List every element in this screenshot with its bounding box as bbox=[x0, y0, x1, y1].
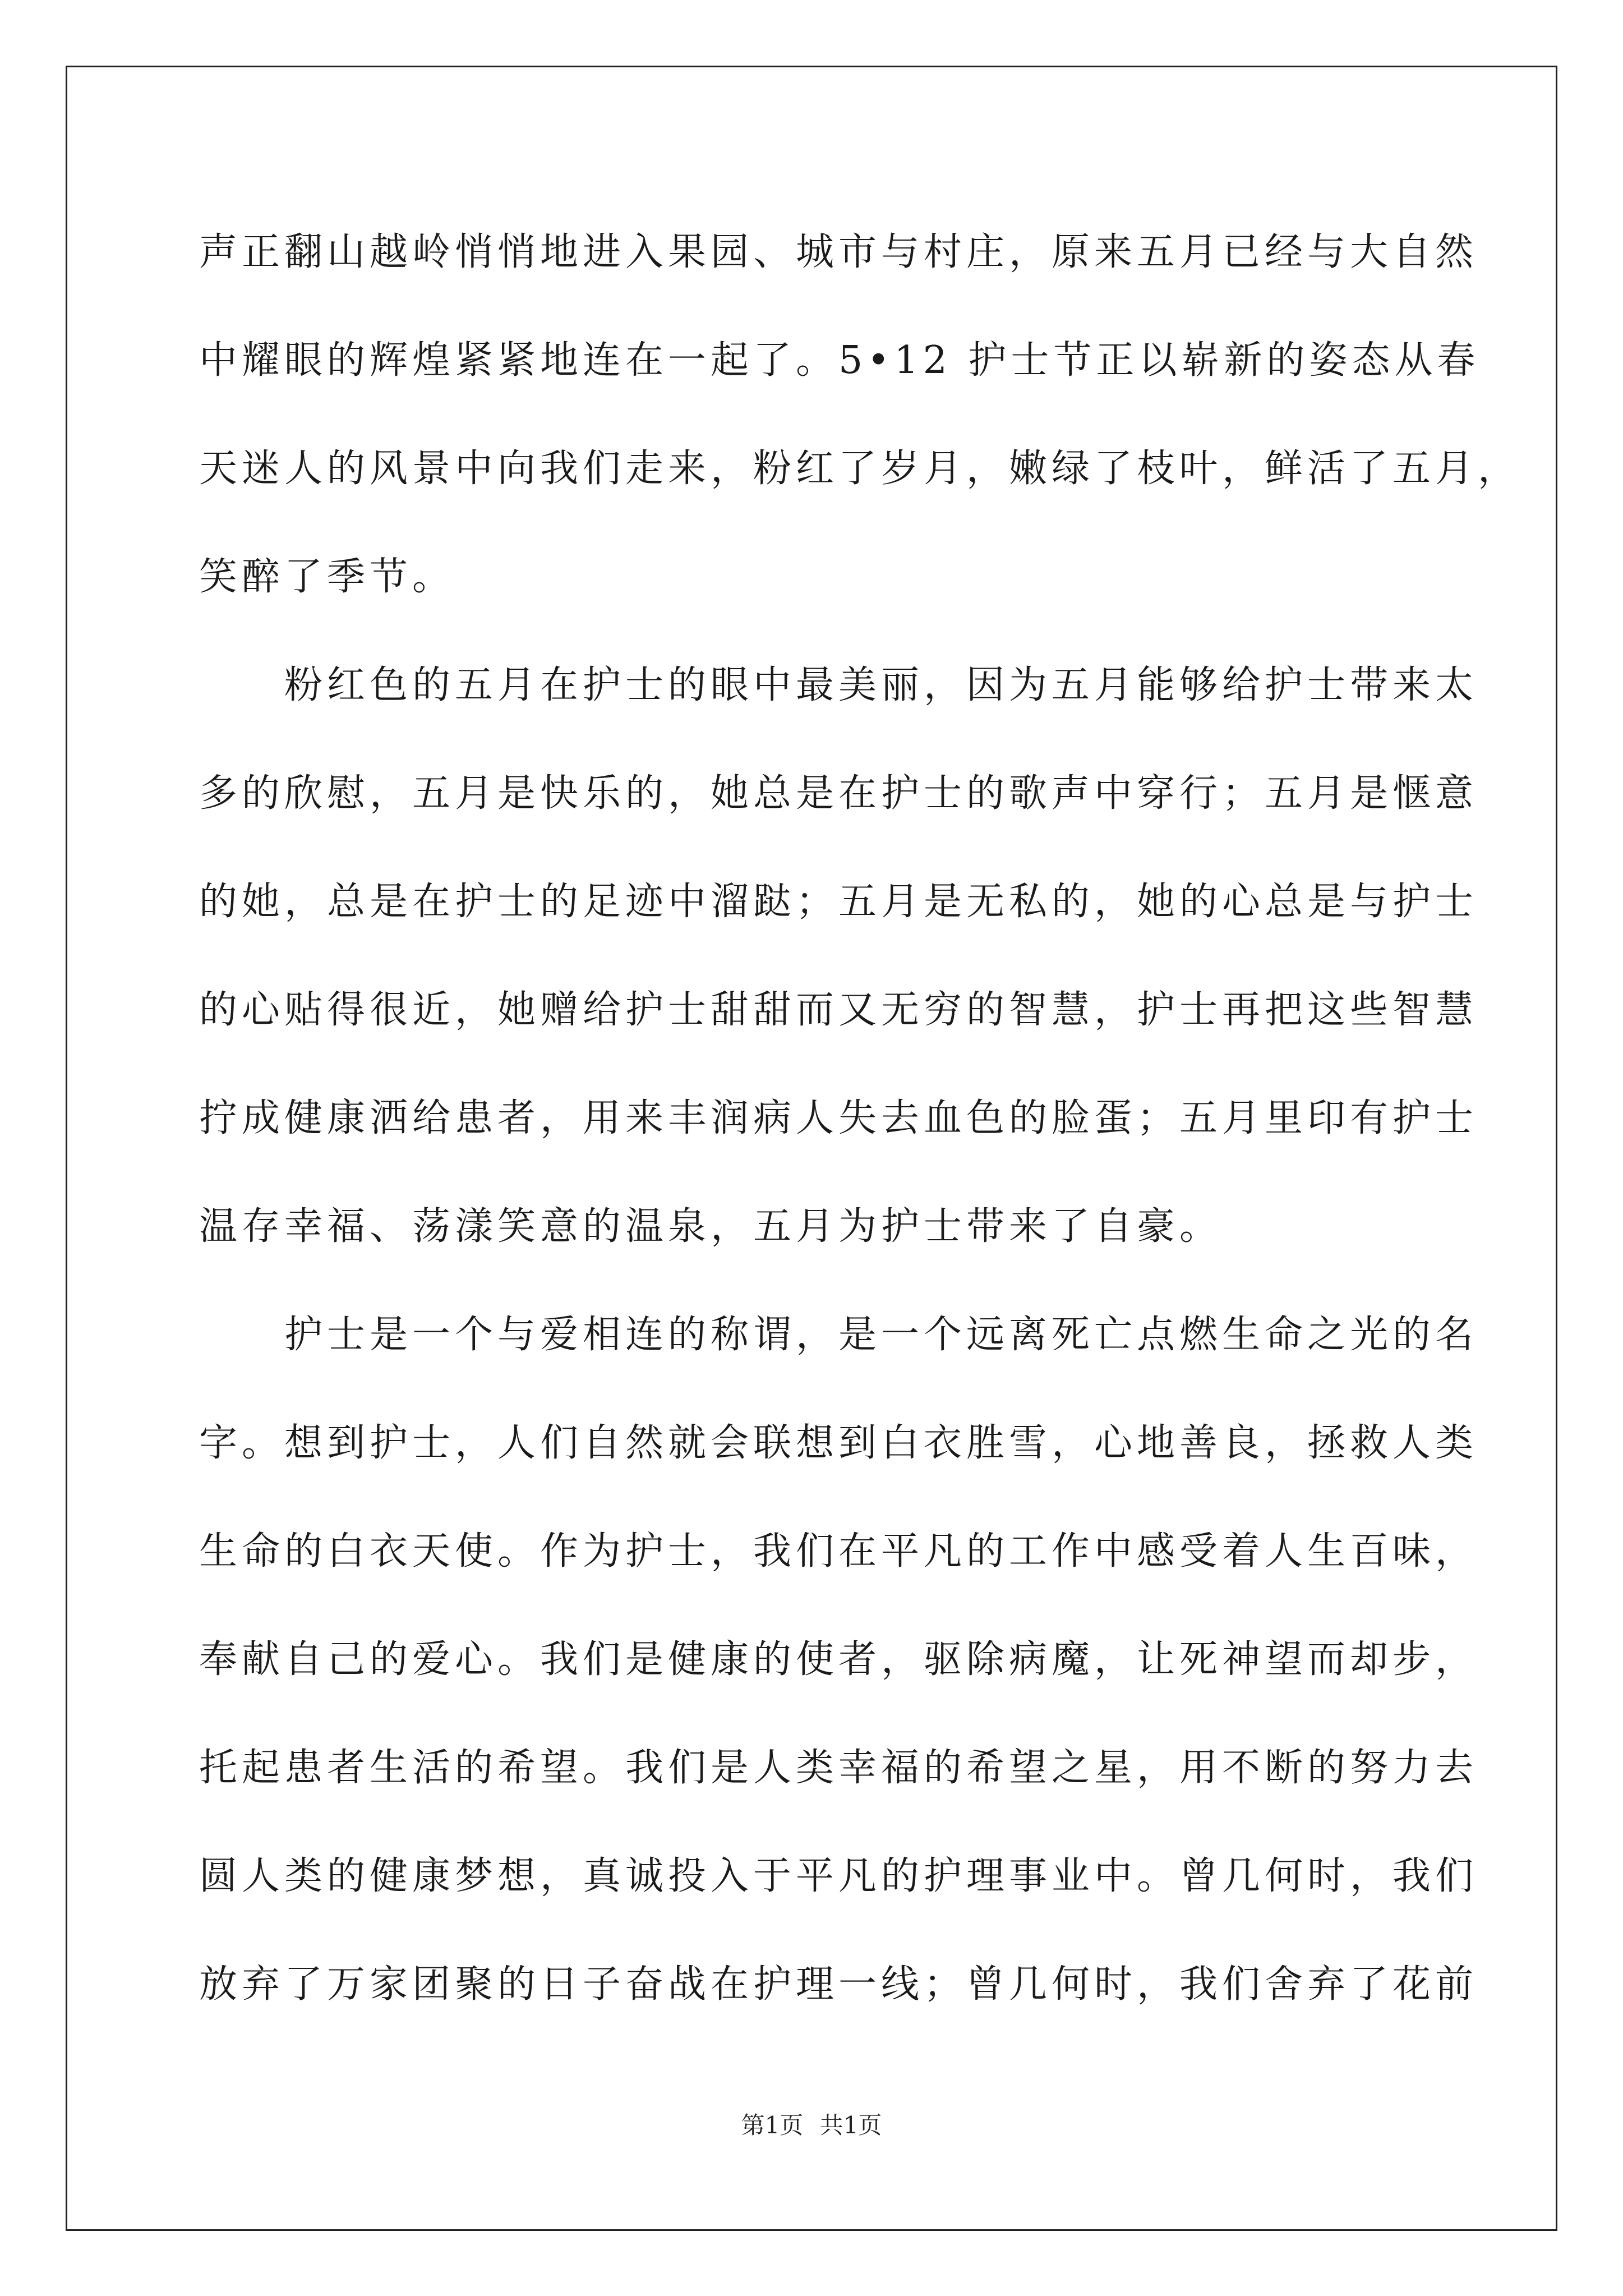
text-line: 的她，总是在护士的足迹中溜跶；五月是无私的，她的心总是与护士 bbox=[199, 880, 1478, 924]
text-line: 放弃了万家团聚的日子奋战在护理一线；曾几何时，我们舍弃了花前 bbox=[199, 1962, 1478, 2007]
text-line: 粉红色的五月在护士的眼中最美丽，因为五月能够给护士带来太 bbox=[199, 663, 1478, 707]
text-line: 多的欣慰，五月是快乐的，她总是在护士的歌声中穿行；五月是惬意 bbox=[199, 771, 1478, 816]
text-line: 生命的白衣天使。作为护士，我们在平凡的工作中感受着人生百味， bbox=[199, 1529, 1478, 1573]
text-line: 声正翻山越岭悄悄地进入果园、城市与村庄，原来五月已经与大自然 bbox=[199, 230, 1478, 274]
text-line: 奉献自己的爱心。我们是健康的使者，驱除病魔，让死神望而却步， bbox=[199, 1637, 1478, 1682]
text-line: 托起患者生活的希望。我们是人类幸福的希望之星，用不断的努力去 bbox=[199, 1746, 1478, 1790]
text-line: 天迷人的风景中向我们走来，粉红了岁月，嫩绿了枝叶，鲜活了五月， bbox=[199, 447, 1521, 491]
page-number: 第1页 bbox=[741, 2111, 804, 2139]
page-total: 共1页 bbox=[819, 2111, 882, 2139]
text-line: 笑醉了季节。 bbox=[199, 555, 455, 599]
text-line: 的心贴得很近，她赠给护士甜甜而又无穷的智慧，护士再把这些智慧 bbox=[199, 988, 1478, 1032]
text-line: 护士是一个与爱相连的称谓，是一个远离死亡点燃生命之光的名 bbox=[199, 1313, 1478, 1357]
page-footer bbox=[0, 2107, 1623, 2141]
text-line: 温存幸福、荡漾笑意的温泉，五月为护士带来了自豪。 bbox=[199, 1204, 1223, 1249]
text-line: 字。想到护士，人们自然就会联想到白衣胜雪，心地善良，拯救人类 bbox=[199, 1421, 1478, 1465]
text-line: 中耀眼的辉煌紧紧地连在一起了。5•12 护士节正以崭新的姿态从春 bbox=[199, 338, 1480, 383]
text-line: 拧成健康洒给患者，用来丰润病人失去血色的脸蛋；五月里印有护士 bbox=[199, 1096, 1478, 1140]
document-body bbox=[199, 213, 1521, 2054]
text-line: 圆人类的健康梦想，真诚投入于平凡的护理事业中。曾几何时，我们 bbox=[199, 1854, 1478, 1898]
